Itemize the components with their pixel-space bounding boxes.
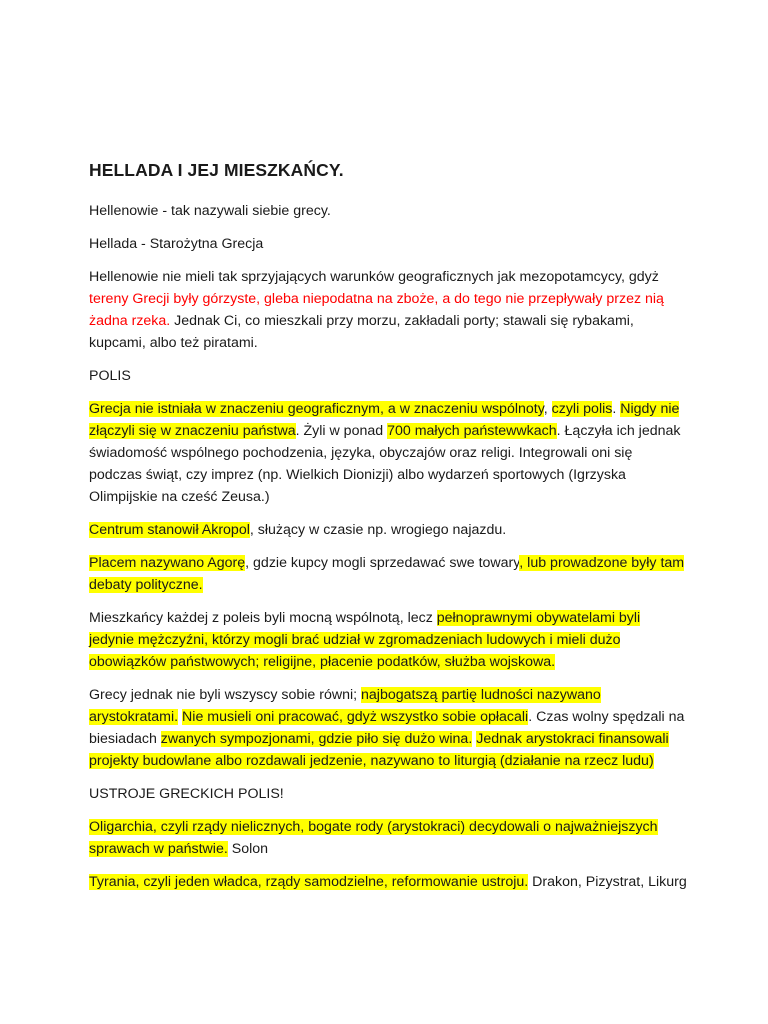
red-text-run: tereny Grecji były górzyste, gleba niepodatna na zboże, a do tego nie przepływały przez nią żadna rzeka. — [89, 291, 664, 329]
document-body — [89, 160, 689, 904]
highlighted-text: czyli polis — [551, 401, 613, 417]
highlighted-text: zwanych sympozjonami, gdzie piło się dużo wina. — [160, 731, 473, 747]
paragraph-oligarchia — [89, 816, 689, 860]
page-title: HELLADA I JEJ MIESZKAŃCY. — [89, 160, 344, 180]
highlighted-text: Grecja nie istniała w znaczeniu geograficznym, a w znaczeniu wspólnoty — [89, 401, 544, 417]
highlighted-text: 700 małych państewwkach — [387, 423, 557, 439]
highlighted-text: Oligarchia, czyli rządy nielicznych, bogate rody (arystokraci) decydowali o najważniejszych sprawach w państwie. — [89, 819, 658, 857]
text-run: Jednak Ci, co mieszkali przy morzu, zakładali porty; stawali się rybakami, kupcami, albo też piratami. — [89, 313, 634, 351]
text-run: Hellenowie nie mieli tak sprzyjających warunków geograficznych jak mezopotamcycy, gdyż — [89, 269, 659, 285]
text-run: , gdzie kupcy mogli sprzedawać swe towary — [245, 555, 520, 571]
text-run: . Łączyła ich jednak świadomość wspólnego pochodzenia, języka, obyczajów oraz religi. Integrowali oni się podczas świąt, czy imprez (np. Wielkich Dionizji) albo wydarzeń sportowych (Igrzyska Olimpijskie na cześć Zeusa.) — [89, 423, 681, 505]
text-run: . — [612, 401, 621, 417]
highlighted-text: Nie musieli oni pracować, gdyż wszystko sobie opłacali — [182, 709, 529, 725]
paragraph-obywatele — [89, 607, 689, 673]
paragraph-tyrania — [89, 871, 689, 893]
text-run: , — [543, 401, 552, 417]
highlighted-text: najbogatszą partię ludności nazywano arystokratami. — [89, 687, 601, 725]
highlighted-text: Centrum stanowił Akropol — [89, 522, 250, 538]
paragraph-arystokraci — [89, 684, 689, 772]
text-run: Grecy jednak nie byli wszyscy sobie równi; — [89, 687, 362, 703]
highlighted-text: Jednak arystokraci finansowali projekty budowlane albo rozdawali jedzenie, nazywano to liturgią (działanie na rzecz ludu) — [89, 731, 669, 769]
paragraph-geography — [89, 266, 689, 354]
highlighted-text: Placem nazywano Agorę — [89, 555, 246, 571]
text-run: . Czas wolny spędzali na biesiadach — [89, 709, 685, 747]
highlighted-text: Nigdy nie złączyli się w znaczeniu państwa — [89, 401, 680, 439]
section-heading-ustroje: USTROJE GRECKICH POLIS! — [89, 786, 284, 802]
paragraph-akropol — [89, 519, 689, 541]
highlighted-text: pełnoprawnymi obywatelami byli jedynie mężczyźni, którzy mogli brać udział w zgromadzeniach ludowych i mieli dużo obowiązków państwowych; religijne, płacenie podatków, służba wojskowa. — [89, 610, 641, 670]
text-run: Solon — [227, 841, 269, 857]
highlighted-text: Tyrania, czyli jeden władca, rządy samodzielne, reformowanie ustroju. — [89, 874, 529, 890]
text-run: . Żyli w ponad — [295, 423, 388, 439]
highlighted-text: , lub prowadzone były tam debaty polityczne. — [89, 555, 685, 593]
paragraph-polis — [89, 398, 689, 508]
paragraph-hellada: Hellada - Starożytna Grecja — [89, 236, 264, 252]
text-run: , służący w czasie np. wrogiego najazdu. — [249, 522, 507, 538]
section-heading-polis: POLIS — [89, 368, 131, 384]
text-run: Mieszkańcy każdej z poleis byli mocną wspólnotą, lecz — [89, 610, 437, 626]
paragraph-agora — [89, 552, 689, 596]
text-run: Drakon, Pizystrat, Likurg — [528, 874, 687, 890]
paragraph-hellenowie: Hellenowie - tak nazywali siebie grecy. — [89, 203, 331, 219]
